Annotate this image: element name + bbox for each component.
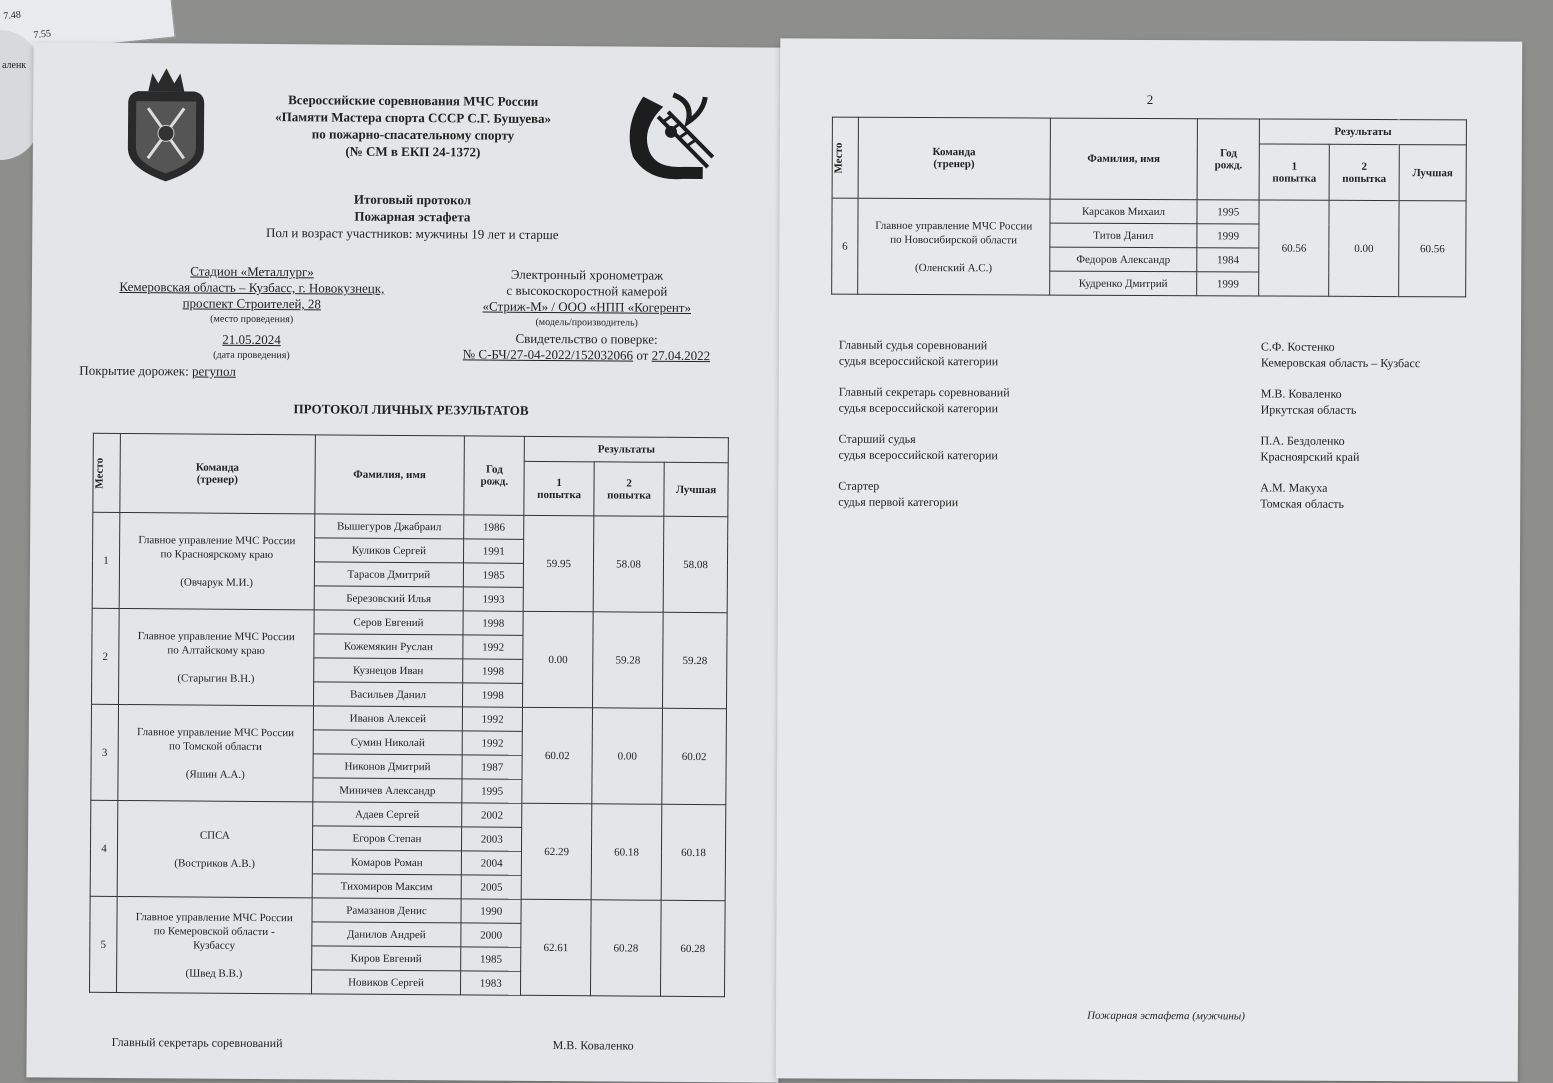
person-region: Томская область	[1260, 496, 1345, 511]
athlete-name: Титов Данил	[1049, 223, 1197, 248]
team-cell	[118, 608, 313, 705]
signature-role	[838, 431, 998, 464]
coach-name: (Старыгин В.Н.)	[177, 671, 255, 685]
athlete-name: Карсаков Михаил	[1050, 199, 1198, 224]
attempt1-result: 62.29	[521, 803, 592, 899]
attempt2-result: 59.28	[593, 612, 664, 708]
birth-year: 1999	[1197, 224, 1259, 248]
role-title: Старший судья	[838, 431, 916, 446]
role-category: судья всероссийской категории	[838, 353, 999, 369]
page-number: 2	[1146, 91, 1154, 108]
birth-year: 1998	[463, 659, 523, 683]
team-spacer	[117, 951, 311, 966]
coverage-value: регупол	[191, 363, 236, 379]
event-title-line3: по пожарно-спасательному спорту	[311, 126, 515, 143]
team-cell	[858, 198, 1050, 295]
attempt1-result: 60.02	[522, 707, 593, 803]
team-name-line: Главное управление МЧС России	[137, 629, 295, 643]
best-result: 58.08	[663, 516, 728, 612]
team-spacer	[858, 246, 1049, 261]
athlete-name: Березовский Илья	[314, 586, 464, 611]
results-table-continued	[831, 117, 1467, 298]
place-cell: 4	[90, 800, 118, 896]
person-region: Красноярский край	[1260, 449, 1360, 464]
place-cell: 2	[92, 608, 120, 704]
signature-person	[1260, 432, 1359, 464]
birth-year: 1992	[462, 731, 522, 755]
birth-year: 2005	[461, 875, 521, 899]
header-att1-num: 1	[556, 476, 562, 489]
attempt1-result: 59.95	[523, 515, 594, 611]
header-year1-2: Год	[1220, 147, 1237, 160]
athlete-name: Миничев Александр	[312, 778, 462, 803]
birth-year: 2000	[461, 923, 521, 947]
coach-name: (Востриков А.В.)	[174, 856, 256, 870]
certificate-label: Свидетельство о поверке:	[515, 330, 658, 347]
team-name-line: по Томской области	[169, 739, 262, 753]
event-number: (№ СМ в ЕКП 24-1372)	[345, 143, 481, 160]
best-result: 60.56	[1399, 201, 1466, 297]
birth-year: 2004	[462, 851, 522, 875]
table-row	[93, 512, 728, 540]
attempt2-result: 60.28	[591, 900, 662, 996]
attempt2-result: 0.00	[1329, 200, 1399, 296]
header-year2-2: рожд.	[1214, 159, 1243, 172]
signature-role	[839, 337, 999, 370]
header-year2: рожд.	[480, 475, 509, 488]
best-result: 59.28	[663, 612, 728, 708]
team-cell	[118, 704, 313, 801]
venue-street: проспект Строителей, 28	[182, 295, 322, 312]
team-name-line: Главное управление МЧС России	[138, 533, 296, 547]
team-spacer	[119, 657, 313, 672]
best-result: 60.02	[662, 708, 727, 804]
role-category: судья первой категории	[838, 494, 959, 510]
footer-role: Главный секретарь соревнований	[111, 1034, 283, 1051]
venue-stadium: Стадион «Металлург»	[190, 263, 314, 280]
timing-device: «Стриж-М» / ООО «НПП «Когерент»	[482, 298, 692, 315]
header-results: Результаты	[524, 436, 728, 463]
signature-role	[838, 478, 958, 511]
athlete-name: Рамазанов Денис	[312, 898, 462, 923]
place-cell: 1	[92, 512, 120, 608]
athlete-name: Кудренко Дмитрий	[1049, 271, 1197, 296]
timing-caption: (модель/производитель)	[535, 316, 638, 329]
discipline-title: Пожарная эстафета	[354, 208, 471, 225]
corner-value-1: 7.48	[2, 9, 22, 23]
birth-year: 1986	[464, 515, 524, 539]
footer-note: Пожарная эстафета (мужчины)	[1087, 1009, 1245, 1023]
coverage-label: Покрытие дорожек:	[79, 362, 193, 379]
person-region: Кемеровская область – Кузбасс	[1260, 355, 1421, 371]
header-att2-num-2: 2	[1361, 160, 1368, 173]
athlete-name: Тихомиров Максим	[312, 874, 462, 899]
header-coach-2: (тренер)	[933, 158, 975, 171]
table-row	[91, 800, 726, 828]
header-name: Фамилия, имя	[314, 435, 464, 515]
team-cell	[117, 800, 312, 897]
athlete-name: Серов Евгений	[314, 610, 464, 635]
athlete-name: Иванов Алексей	[313, 706, 463, 731]
birth-year: 2003	[462, 827, 522, 851]
birth-year: 1995	[1197, 200, 1259, 224]
header-place-2: Место	[832, 142, 845, 174]
best-result: 60.18	[661, 804, 726, 900]
corner-word-fragment: аленк	[2, 60, 27, 71]
header-att2-label-2: попытка	[1342, 172, 1387, 185]
athlete-name: Данилов Андрей	[311, 922, 461, 947]
athlete-name: Васильев Данил	[313, 682, 463, 707]
header-att1-num-2: 1	[1291, 160, 1298, 173]
header-best: Лучшая	[664, 463, 728, 517]
birth-year: 1991	[464, 539, 524, 563]
birth-year: 1984	[1197, 248, 1259, 272]
header-name-2: Фамилия, имя	[1050, 118, 1198, 200]
certificate-from: от	[633, 347, 652, 363]
attempt2-result: 58.08	[593, 516, 664, 612]
role-title: Главный судья соревнований	[838, 337, 988, 353]
team-cell	[116, 896, 311, 993]
birth-year: 1992	[463, 635, 523, 659]
header-team: Команда	[195, 461, 239, 474]
attempt2-result: 60.18	[591, 804, 662, 900]
table-row	[91, 704, 726, 732]
timing-line2: с высокоскоростной камерой	[506, 282, 668, 299]
timing-block	[436, 266, 737, 364]
team-name-line: СПСА	[199, 829, 230, 842]
athlete-name: Сумин Николай	[313, 730, 463, 755]
person-name: А.М. Макуха	[1260, 480, 1328, 495]
coach-name: (Яшин А.А.)	[185, 767, 245, 781]
role-title: Главный секретарь соревнований	[838, 384, 1010, 400]
person-name: М.В. Коваленко	[1260, 386, 1342, 401]
birth-year: 1990	[461, 899, 521, 923]
certificate-date: 27.04.2022	[651, 347, 711, 364]
role-category: судья всероссийской категории	[838, 400, 999, 416]
athlete-name: Тарасов Дмитрий	[314, 562, 464, 587]
signature-person	[1261, 338, 1420, 371]
venue-block	[86, 263, 417, 365]
table-row	[92, 608, 727, 636]
header-att1-label: попытка	[537, 488, 582, 501]
athlete-name: Кожемякин Руслан	[313, 634, 463, 659]
event-title-line2: «Памяти Мастера спорта СССР С.Г. Бушуева»	[275, 109, 552, 127]
best-result: 60.28	[661, 900, 726, 996]
birth-year: 2002	[462, 803, 522, 827]
athlete-name: Куликов Сергей	[314, 538, 464, 563]
coach-name: (Швед В.В.)	[185, 966, 243, 980]
team-name-line: по Алтайскому краю	[167, 643, 265, 657]
attempt2-result: 0.00	[592, 708, 663, 804]
event-title-line1: Всероссийские соревнования МЧС России	[288, 92, 539, 109]
header-year1: Год	[485, 463, 503, 476]
birth-year: 1985	[461, 947, 521, 971]
role-title: Стартер	[838, 478, 880, 493]
header-att1-label-2: попытка	[1272, 172, 1317, 185]
right-page	[776, 38, 1523, 1081]
athlete-name: Кузнецов Иван	[313, 658, 463, 683]
athlete-name: Никонов Дмитрий	[313, 754, 463, 779]
header-att2-num: 2	[626, 477, 632, 490]
team-name-line: по Красноярскому краю	[160, 547, 274, 561]
athlete-name: Вышегуров Джабраил	[314, 514, 464, 539]
birth-year: 1998	[463, 611, 523, 635]
athlete-name: Новиков Сергей	[311, 970, 461, 995]
person-name: П.А. Бездоленко	[1260, 433, 1345, 448]
place-cell: 6	[832, 198, 858, 294]
coach-name: (Овчарук М.И.)	[180, 575, 253, 589]
team-name-line: Кузбассу	[193, 939, 236, 952]
attempt1-result: 0.00	[523, 611, 594, 707]
team-name-line: по Кемеровской области -	[153, 924, 275, 938]
coverage-line	[79, 363, 236, 380]
timing-line1: Электронный хронометраж	[510, 266, 664, 283]
place-cell: 5	[89, 896, 117, 992]
birth-year: 1999	[1197, 272, 1259, 296]
athlete-name: Комаров Роман	[312, 850, 462, 875]
date-caption: (дата проведения)	[213, 349, 290, 362]
results-protocol-title: ПРОТОКОЛ ЛИЧНЫХ РЕЗУЛЬТАТОВ	[293, 401, 529, 418]
athlete-name: Федоров Александр	[1049, 247, 1197, 272]
participants-subtitle: Пол и возраст участников: мужчины 19 лет и старше	[265, 225, 559, 243]
person-name: С.Ф. Костенко	[1260, 339, 1335, 354]
attempt1-result: 60.56	[1259, 200, 1329, 296]
footer-person: М.В. Коваленко	[552, 1038, 634, 1053]
header-team-2: Команда	[932, 146, 976, 159]
certificate-number: № С-БЧ/27-04-2022/152032066	[462, 346, 634, 363]
event-date: 21.05.2024	[222, 331, 281, 348]
results-table	[89, 433, 729, 997]
athlete-name: Егоров Степан	[312, 826, 462, 851]
birth-year: 1985	[464, 563, 524, 587]
place-cell: 3	[91, 704, 119, 800]
birth-year: 1993	[463, 587, 523, 611]
signature-person	[1260, 479, 1344, 511]
team-spacer	[119, 752, 313, 767]
birth-year: 1995	[462, 779, 522, 803]
header-coach: (тренер)	[196, 473, 238, 486]
birth-year: 1992	[463, 707, 523, 731]
table-row	[832, 198, 1466, 225]
corner-value-2: 7.55	[32, 28, 52, 42]
header-place: Место	[93, 457, 106, 489]
team-cell	[119, 513, 314, 610]
role-category: судья всероссийской категории	[838, 447, 998, 463]
athlete-name: Адаев Сергей	[312, 802, 462, 827]
team-name-line: Главное управление МЧС России	[135, 910, 293, 924]
coach-name: (Оленский А.С.)	[914, 261, 993, 274]
signature-role	[839, 384, 1010, 417]
header-att2-label: попытка	[607, 489, 652, 502]
athlete-name: Киров Евгений	[311, 946, 461, 971]
table-row	[90, 896, 725, 924]
venue-address: Кемеровская область – Кузбасс, г. Новокузнецк,	[119, 278, 385, 296]
team-name-line: Главное управление МЧС России	[875, 219, 1033, 232]
team-spacer	[120, 561, 314, 576]
signature-person	[1261, 385, 1357, 417]
team-name-line: по Новосибирской области	[890, 233, 1018, 246]
left-page	[26, 42, 785, 1082]
team-spacer	[118, 841, 312, 856]
birth-year: 1983	[461, 971, 521, 995]
birth-year: 1998	[463, 683, 523, 707]
person-region: Иркутская область	[1260, 402, 1357, 417]
header-results-2: Результаты	[1260, 119, 1467, 145]
venue-caption: (место проведения)	[210, 313, 294, 326]
team-name-line: Главное управление МЧС России	[137, 725, 295, 739]
header-best-2: Лучшая	[1399, 145, 1466, 201]
protocol-type: Итоговый протокол	[353, 191, 472, 208]
birth-year: 1987	[462, 755, 522, 779]
attempt1-result: 62.61	[521, 899, 592, 995]
